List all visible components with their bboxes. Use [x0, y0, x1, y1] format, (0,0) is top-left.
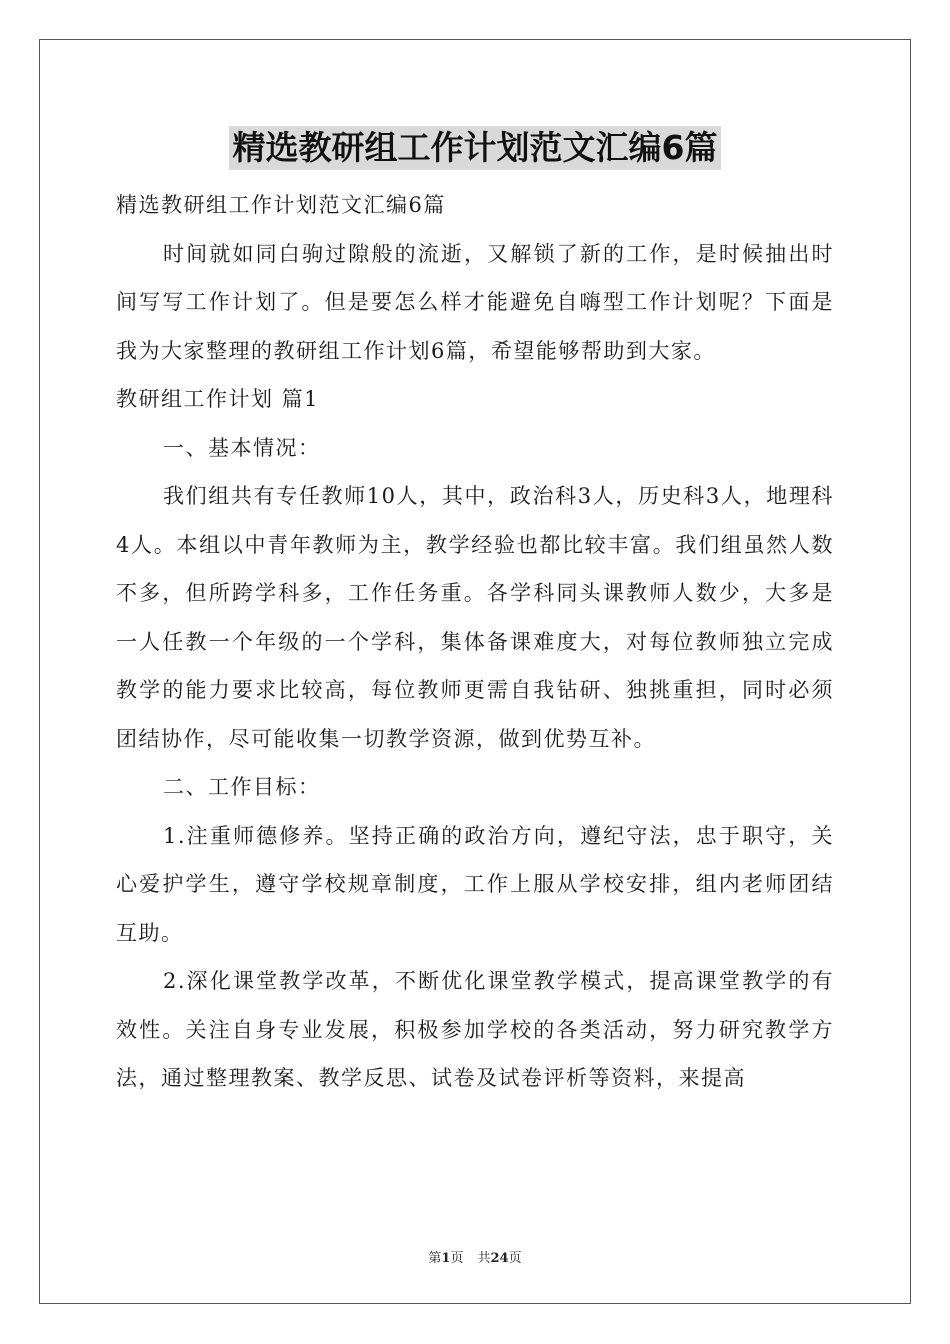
paragraph: 时间就如同白驹过隙般的流逝，又解锁了新的工作，是时候抽出时间写写工作计划了。但是要怎么样才能避免自嗨型工作计划呢？下面是我为大家整理的教研组工作计划6篇，希望能够帮助到大家。	[116, 241, 834, 363]
section-heading: 教研组工作计划 篇1	[116, 387, 320, 411]
title-container	[0, 126, 950, 170]
subsection-heading: 二、工作目标：	[163, 775, 321, 799]
paragraph: 我们组共有专任教师10人，其中，政治科3人，历史科3人，地理科4人。本组以中青年教师为主，教学经验也都比较丰富。我们组虽然人数不多，但所跨学科多，工作任务重。各学科同头课教师人数少，大多是一人任教一个年级的一个学科，集体备课难度大，对每位教师独立完成教学的能力要求比较高，每位教师更需自我钻研、独挑重担，同时必须团结协作，尽可能收集一切教学资源，做到优势互补。	[116, 484, 834, 751]
page-suffix: 页	[450, 1251, 464, 1266]
total-suffix: 页	[508, 1251, 522, 1266]
total-pages: 24	[490, 1251, 509, 1266]
page-prefix: 第	[428, 1251, 442, 1266]
total-prefix: 共	[477, 1251, 491, 1266]
document-title: 精选教研组工作计划范文汇编6篇	[229, 126, 722, 170]
page-number: 1	[441, 1251, 451, 1266]
page-footer	[0, 1247, 950, 1266]
subsection-heading: 一、基本情况：	[163, 435, 321, 460]
paragraph: 精选教研组工作计划范文汇编6篇	[116, 193, 446, 217]
paragraph: 2.深化课堂教学改革，不断优化课堂教学模式，提高课堂教学的有效性。关注自身专业发展，积极参加学校的各类活动，努力研究教学方法，通过整理教案、教学反思、试卷及试卷评析等资料，来提高	[116, 969, 834, 1090]
paragraph: 1.注重师德修养。坚持正确的政治方向，遵纪守法，忠于职守，关心爱护学生，遵守学校规章制度，工作上服从学校安排，组内老师团结互助。	[116, 823, 834, 945]
document-body	[116, 181, 834, 1103]
